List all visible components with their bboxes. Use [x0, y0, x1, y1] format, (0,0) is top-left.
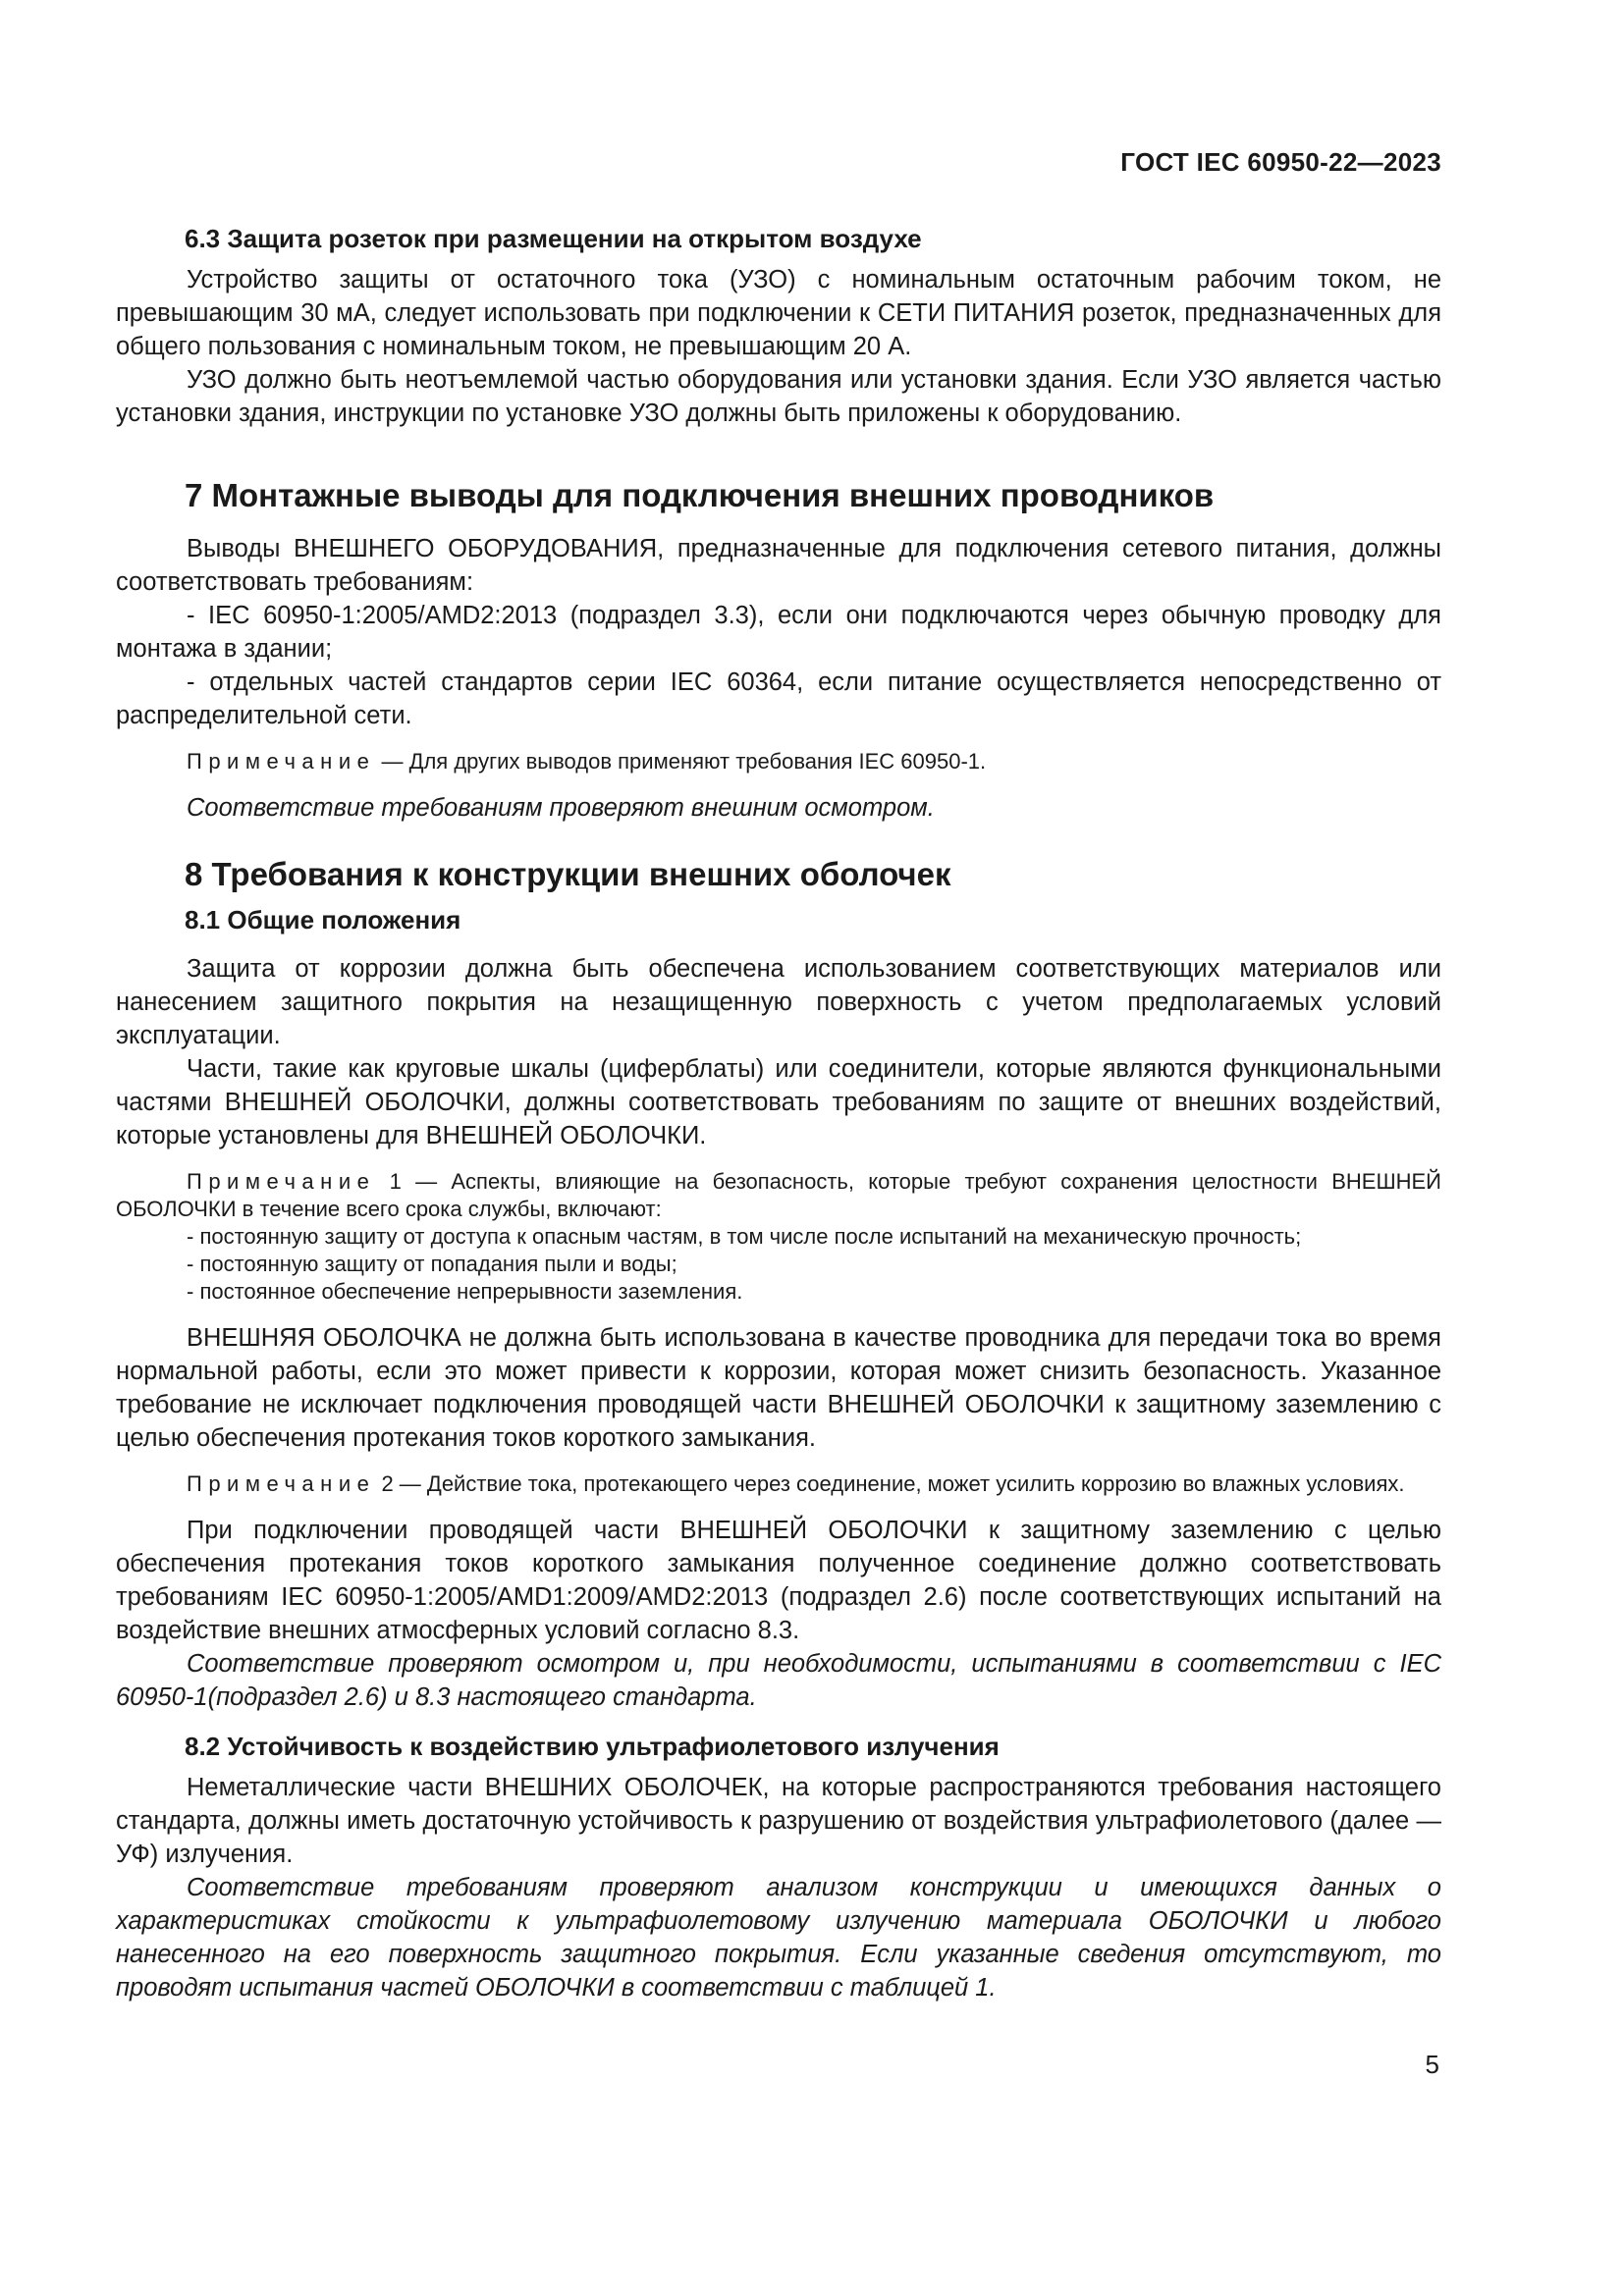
note-1-list-item: - постоянную защиту от попадания пыли и воды;	[187, 1252, 677, 1276]
section-7-list-item-2: - отдельных частей стандартов серии IEC 60364, если питание осуществляется непосредственно от распределительной сети.	[116, 668, 1441, 729]
note-text: 1 — Аспекты, влияющие на безопасность, которые требуют сохранения целостности ВНЕШНЕЙ ОБОЛОЧКИ в течение всего срока службы, включают:	[116, 1169, 1441, 1221]
section-8-1-paragraph-1: Защита от коррозии должна быть обеспечена использованием соответствующих материалов или нанесением защитного покрытия на незащищенную поверхность с учетом предполагаемых условий эксплуатации.	[116, 955, 1441, 1049]
section-8-2-heading: 8.2 Устойчивость к воздействию ультрафиолетового излучения	[185, 1732, 1000, 1761]
section-6-3-paragraph-1: Устройство защиты от остаточного тока (УЗО) с номинальным остаточным рабочим током, не превышающим 30 мА, следует использовать при подключении к СЕТИ ПИТАНИЯ розеток, предназначенных для общего пользования с номинальным током, не превышающим 20 А.	[116, 266, 1441, 360]
page-number: 5	[1425, 2050, 1439, 2079]
section-8-1-note-2	[116, 1470, 1441, 1498]
section-8-1-compliance: Соответствие проверяют осмотром и, при необходимости, испытаниями в соответствии с IEC 60950-1(подраздел 2.6) и 8.3 настоящего стандарта.	[116, 1650, 1441, 1711]
section-8-1-paragraph-3: ВНЕШНЯЯ ОБОЛОЧКА не должна быть использована в качестве проводника для передачи тока во время нормальной работы, если это может привести к коррозии, которая может снизить безопасность. Указанное требование не исключает подключения проводящей части ВНЕШНЕЙ ОБОЛОЧКИ к защитному заземлению с целью обеспечения протекания токов короткого замыкания.	[116, 1324, 1441, 1452]
section-8-2-compliance: Соответствие требованиям проверяют анализом конструкции и имеющихся данных о характеристиках стойкости к ультрафиолетовому излучению материала ОБОЛОЧКИ и любого нанесенного на его поверхность защитного покрытия. Если указанные сведения отсутствуют, то проводят испытания частей ОБОЛОЧКИ в соответствии с таблицей 1.	[116, 1874, 1441, 2002]
document-id-header: ГОСТ IEC 60950-22—2023	[1120, 147, 1441, 177]
note-1-list-item: - постоянное обеспечение непрерывности заземления.	[187, 1279, 743, 1304]
note-1-list-item: - постоянную защиту от доступа к опасным частям, в том числе после испытаний на механическую прочность;	[187, 1224, 1302, 1249]
section-8-1-paragraph-4: При подключении проводящей части ВНЕШНЕЙ ОБОЛОЧКИ к защитному заземлению с целью обеспечения протекания токов короткого замыкания полученное соединение должно соответствовать требованиям IEC 60950-1:2005/AMD1:2009/AMD2:2013 (подраздел 2.6) после соответствующих испытаний на воздействие внешних атмосферных условий согласно 8.3.	[116, 1517, 1441, 1644]
section-7-list-item-1: - IEC 60950-1:2005/AMD2:2013 (подраздел 3.3), если они подключаются через обычную проводку для монтажа в здании;	[116, 602, 1441, 663]
section-8-1-paragraph-2: Части, такие как круговые шкалы (циферблаты) или соединители, которые являются функциональными частями ВНЕШНЕЙ ОБОЛОЧКИ, должны соответствовать требованиям по защите от внешних воздействий, которые установлены для ВНЕШНЕЙ ОБОЛОЧКИ.	[116, 1055, 1441, 1149]
note-label: Примечание	[187, 1471, 376, 1496]
section-8-2-paragraph-1: Неметаллические части ВНЕШНИХ ОБОЛОЧЕК, на которые распространяются требования настоящего стандарта, должны иметь достаточную устойчивость к разрушению от воздействия ультрафиолетового (далее — УФ) излучения.	[116, 1774, 1441, 1868]
note-text: 2 — Действие тока, протекающего через соединение, может усилить коррозию во влажных условиях.	[375, 1471, 1405, 1496]
section-7-paragraph-1: Выводы ВНЕШНЕГО ОБОРУДОВАНИЯ, предназначенные для подключения сетевого питания, должны соответствовать требованиям:	[116, 535, 1441, 596]
note-label: Примечание	[187, 1169, 376, 1194]
section-8-heading: 8 Требования к конструкции внешних оболочек	[185, 856, 951, 892]
note-text: — Для других выводов применяют требования IEC 60950-1.	[375, 749, 987, 774]
section-6-3-heading: 6.3 Защита розеток при размещении на открытом воздухе	[185, 224, 922, 253]
note-label: Примечание	[187, 749, 376, 774]
section-8-1-heading: 8.1 Общие положения	[185, 905, 461, 934]
section-7-note	[116, 748, 1441, 775]
section-6-3-paragraph-2: УЗО должно быть неотъемлемой частью оборудования или установки здания. Если УЗО является частью установки здания, инструкции по установке УЗО должны быть приложены к оборудованию.	[116, 366, 1441, 427]
section-7-heading: 7 Монтажные выводы для подключения внешних проводников	[185, 477, 1215, 513]
section-8-1-note-1	[116, 1168, 1441, 1223]
section-7-compliance: Соответствие требованиям проверяют внешним осмотром.	[187, 794, 935, 822]
document-body	[116, 222, 1441, 2004]
